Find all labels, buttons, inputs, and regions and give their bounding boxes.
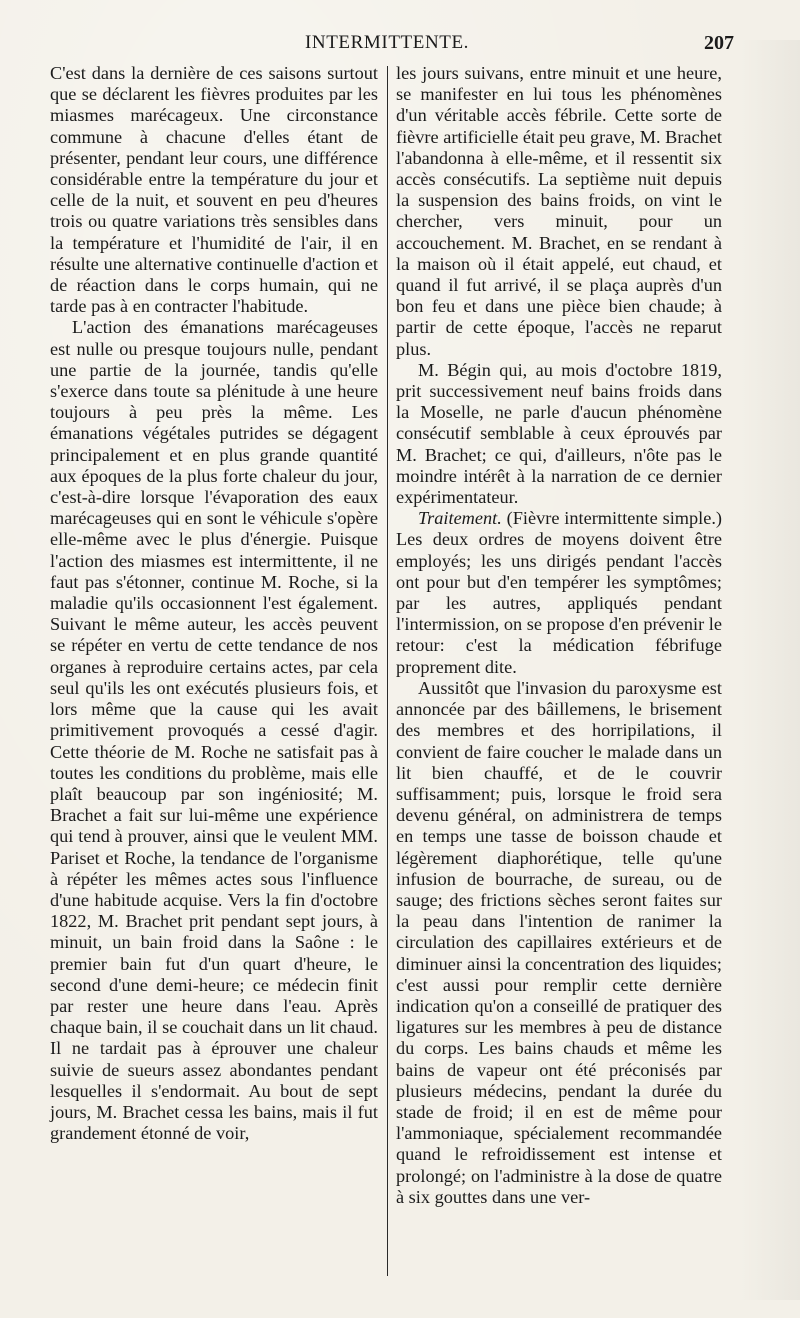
paragraph: M. Bégin qui, au mois d'octobre 1819, prit successivement neuf bains froids dans la Moselle, ne parle d'aucun phénomène consécutif semblable à ceux éprouvés par M. Brachet; ce qui, d'ailleurs, n'ôte pas le moindre intérêt à la narration de ce dernier expérimentateur.: [396, 359, 722, 508]
paragraph-text: (Fièvre intermittente simple.) Les deux ordres de moyens doivent être employés; les uns dirigés pendant l'accès ont pour but d'en tempérer les symptômes; par les autres, appliqués pendant l'intermission, on se propose d'en prévenir le retour: c'est la médication fébrifuge proprement dite.: [396, 508, 722, 677]
paragraph: Aussitôt que l'invasion du paroxysme est annoncée par des bâillemens, le brisement des membres et des horripilations, il convient de faire coucher le malade dans un lit bien chauffé, et de le couvrir suffisamment; puis, lorsque le froid sera devenu général, on administrera de temps en temps une tasse de boisson chaude et légèrement diaphorétique, telle qu'une infusion de bourrache, de sureau, ou de sauge; des frictions sèches seront faites sur la peau dans l'intention de ranimer la circulation des capillaires extérieurs et de diminuer ainsi la concentration des liquides; c'est aussi pour remplir cette dernière indication qu'on a conseillé de pratiquer des ligatures sur les membres à peu de distance du corps. Les bains chauds et même les bains de vapeur ont été préconisés par plusieurs médecins, pendant la durée du stade de froid; il en est de même pour l'ammoniaque, spécialement recommandée quand le refroidissement est intense et prolongé; on l'administre à la dose de quatre à six gouttes dans une ver-: [396, 677, 722, 1207]
section-lead: Traitement.: [418, 508, 502, 529]
page-header: [40, 30, 734, 62]
right-column: [396, 63, 722, 1308]
column-divider: [387, 66, 388, 1276]
running-title: INTERMITTENTE.: [304, 32, 470, 53]
paragraph-treatment: [396, 508, 722, 678]
paragraph: L'action des émanations marécageuses est nulle ou presque toujours nulle, pendant une partie de la journée, tandis qu'elle s'exerce dans toute sa plénitude à une heure toujours à peu près la même. Les émanations végétales putrides se dégagent principalement et en plus grande quantité aux époques de la plus forte chaleur du jour, c'est-à-dire lorsque l'évaporation des eaux marécageuses qui en sont le véhicule s'opère elle-même avec le plus d'énergie. Puisque l'action des miasmes est intermittente, il ne faut pas s'étonner, continue M. Roche, si la maladie qu'ils occasionnent l'est également. Suivant le même auteur, les accès peuvent se répéter en vertu de cette tendance de nos organes à reproduire certains actes, par cela seul qu'ils les ont exécutés plusieurs fois, et lors même que la cause qui les avait primitivement provoqués a cessé d'agir. Cette théorie de M. Roche ne satisfait pas à toutes les conditions du problème, mais elle plaît beaucoup par son ingéniosité; M. Brachet a fait sur lui-même une expérience qui tend à prouver, ainsi que le veulent MM. Pariset et Roche, la tendance de l'organisme à répéter les mêmes actes sous l'influence d'une habitude acquise. Vers la fin d'octobre 1822, M. Brachet prit pendant sept jours, à minuit, un bain froid dans la Saône : le premier bain fut d'un quart d'heure, le second d'une demi-heure; ce médecin finit par rester une heure dans l'eau. Après chaque bain, il se couchait dans un lit chaud. Il ne tardait pas à éprouver une chaleur suivie de sueurs assez abondantes pendant lesquelles il s'endormait. Au bout de sept jours, M. Brachet cessa les bains, mais il fut grandement étonné de voir,: [50, 317, 378, 1144]
page-edge-shadow: [740, 40, 800, 1300]
paragraph: les jours suivans, entre minuit et une heure, se manifester en lui tous les phénomènes d'un véritable accès fébrile. Cette sorte de fièvre artificielle était peu grave, M. Brachet l'abandonna à elle-même, et il ressentit six accès consécutifs. La septième nuit depuis la suspension des bains froids, on vint le chercher, vers minuit, pour un accouchement. M. Brachet, en se rendant à la maison où il était appelé, eut chaud, et quand il fut arrivé, il se plaça auprès d'un bon feu et dans une pièce bien chaude; à partir de cette époque, l'accès ne reparut plus.: [396, 63, 722, 359]
page-number: 207: [704, 32, 734, 54]
paragraph: C'est dans la dernière de ces saisons surtout que se déclarent les fièvres produites par les miasmes marécageux. Une circonstance commune à chacune d'elles étant de présenter, pendant leur cours, une différence considérable entre la température du jour et celle de la nuit, et souvent en peu d'heures trois ou quatre variations très sensibles dans la température et l'humidité de l'air, il en résulte une alternative continuelle d'action et de réaction dans le corps humain, qui ne tarde pas à en contracter l'habitude.: [50, 63, 378, 317]
left-column: [50, 63, 378, 1308]
